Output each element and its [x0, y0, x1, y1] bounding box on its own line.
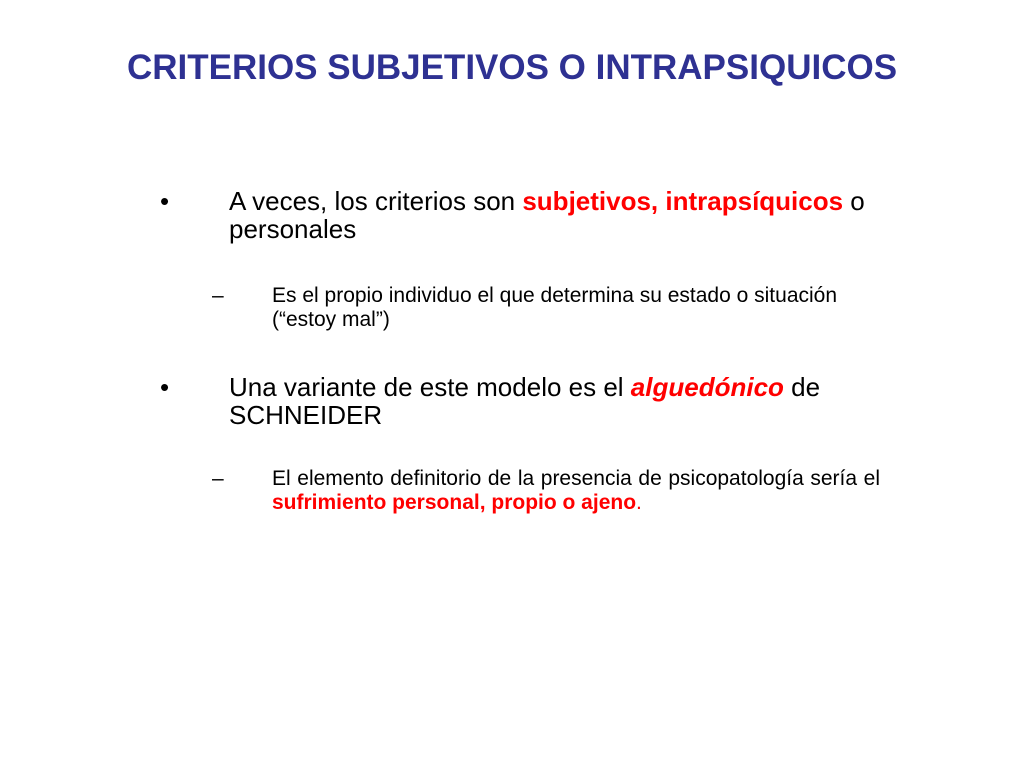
slide-title: CRITERIOS SUBJETIVOS O INTRAPSIQUICOS: [126, 48, 898, 87]
bullet-text: A veces, los criterios son: [229, 186, 523, 216]
bullet-text: Una variante de este modelo es el: [229, 372, 631, 402]
bullet-marker: •: [160, 372, 170, 402]
emphasis-text: alguedónico: [630, 372, 784, 402]
sub-bullet-text: El elemento definitorio de la presencia de psicopatología sería el: [272, 467, 880, 490]
emphasis-text: subjetivos, intrapsíquicos: [522, 186, 844, 216]
dash-marker: –: [212, 284, 224, 307]
sub-bullet-text: .: [636, 491, 642, 514]
sub-bullet-item-suffering: [272, 467, 880, 515]
bullet-marker: •: [160, 186, 170, 216]
dash-marker: –: [212, 467, 224, 490]
bullet-item-alguedonico-model: [229, 373, 879, 429]
sub-bullet-item-individual: Es el propio individuo el que determina su estado o situación (“estoy mal”): [272, 284, 838, 331]
emphasis-text: sufrimiento personal, propio o ajeno: [272, 491, 637, 514]
bullet-item-subjective-criteria: [229, 187, 879, 243]
bullet-text: de SCHNEIDER: [229, 372, 821, 430]
bullet-text: o personales: [229, 186, 865, 244]
